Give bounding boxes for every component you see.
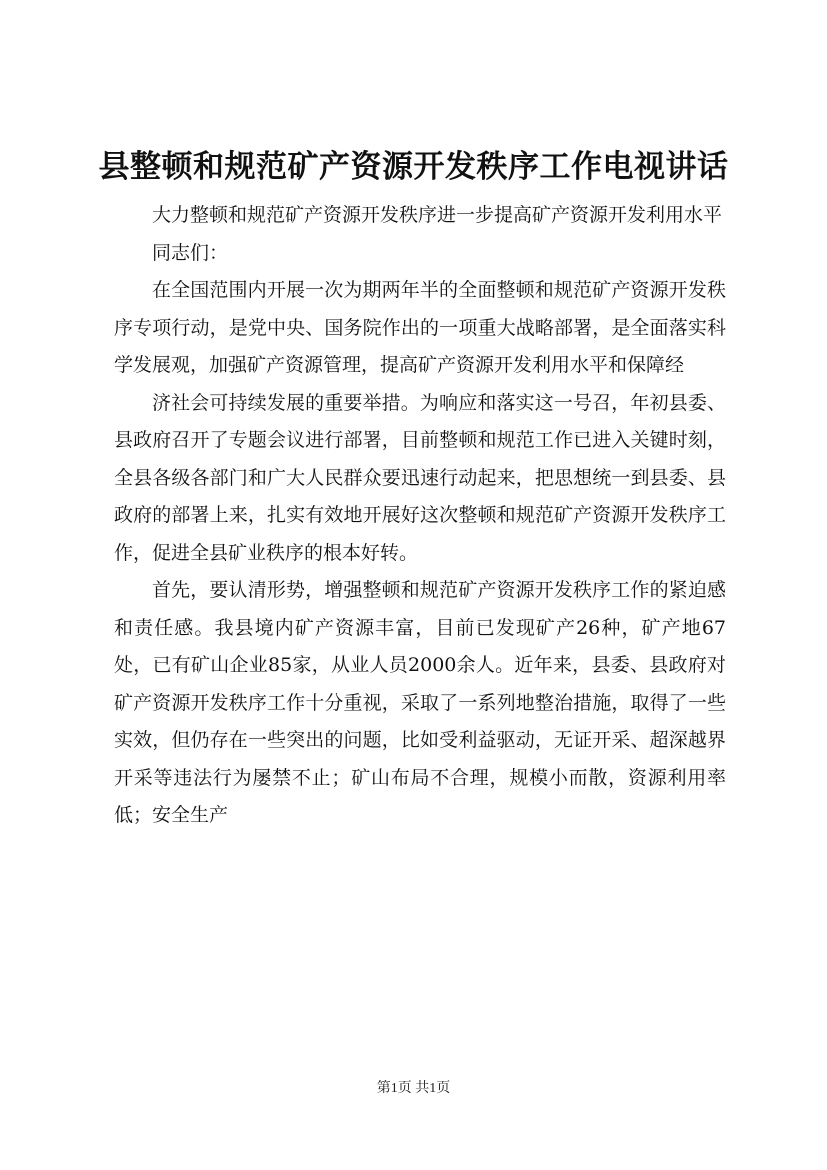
salutation-paragraph: 同志们： bbox=[152, 241, 229, 264]
body-paragraph: 在全国范围内开展一次为期两年半的全面整顿和规范矿产资源开发秩序专项行动，是党中央、国务院作出的一项重大战略部署，是全面落实科学发展观，加强矿产资源管理，提高矿产资源开发利用水平和保障经 bbox=[114, 279, 726, 376]
body-paragraph: 首先，要认清形势，增强整顿和规范矿产资源开发秩序工作的紧迫感和责任感。我县境内矿产资源丰富，目前已发现矿产26种，矿产地67处，已有矿山企业85家，从业人员2000余人。近年来，县委、县政府对矿产资源开发秩序工作十分重视，采取了一系列地整治措施，取得了一些实效，但仍存在一些突出的问题，比如受利益驱动，无证开采、超深越界开采等违法行为屡禁不止；矿山布局不合理，规模小而散，资源利用率低；安全生产 bbox=[114, 579, 726, 826]
document-title: 县整顿和规范矿产资源开发秩序工作电视讲话 bbox=[98, 149, 729, 185]
subtitle-paragraph: 大力整顿和规范矿产资源开发秩序进一步提高矿产资源开发利用水平 bbox=[152, 204, 723, 226]
body-paragraph: 济社会可持续发展的重要举措。为响应和落实这一号召，年初县委、县政府召开了专题会议进行部署，目前整顿和规范工作已进入关键时刻，全县各级各部门和广大人民群众要迅速行动起来，把思想统一到县委、县政府的部署上来，扎实有效地开展好这次整顿和规范矿产资源开发秩序工作，促进全县矿业秩序的根本好转。 bbox=[114, 391, 726, 564]
page-number-footer: 第1页 共1页 bbox=[376, 1081, 451, 1096]
document-body bbox=[114, 197, 726, 835]
